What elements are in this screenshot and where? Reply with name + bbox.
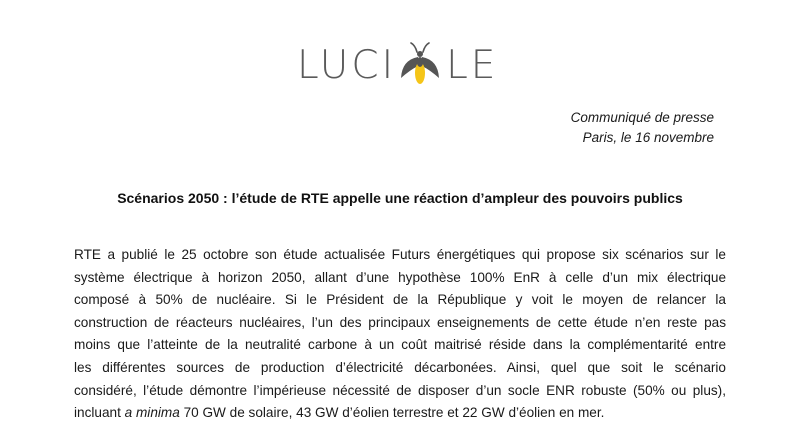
body-line-last: incluant a minima 70 GW de solaire, 43 GW d’éolien terrestre et 22 GW d’éolien en mer. xyxy=(74,405,605,421)
logo xyxy=(0,36,800,96)
body-line: moins que l’atteinte de la neutralité carbone à un coût maitrisé réside dans la complémentarité entre xyxy=(74,337,726,353)
body-line: RTE a publié le 25 octobre son étude actualisée Futurs énergétiques qui propose six scénarios sur le xyxy=(74,247,726,262)
logo-text-left: LUCI xyxy=(297,43,397,88)
body-line: construction de réacteurs nucléaires, l’un des principaux enseignements de cette étude n’en reste pas xyxy=(74,314,726,330)
place-date: Paris, le 16 novembre xyxy=(582,130,714,145)
body-line: les différentes sources de production d’électricité décarbonées. Ainsi, quel que soit le scénario xyxy=(74,359,726,375)
headline: Scénarios 2050 : l’étude de RTE appelle une réaction d’ampleur des pouvoirs publics xyxy=(117,190,683,206)
dateline xyxy=(571,108,714,148)
logo-text-right: LE xyxy=(446,43,499,88)
body-line: considéré, l’étude démontre l’impérieuse nécessité de disposer d’un socle ENR robuste (50% ou plus), xyxy=(74,382,726,398)
body-paragraph xyxy=(74,244,726,425)
firefly-icon xyxy=(398,40,442,92)
body-line: composé à 50% de nucléaire. Si le Président de la République y voit le moyen de relancer la xyxy=(74,292,726,308)
italic-phrase: a minima xyxy=(124,405,180,421)
press-release-label: Communiqué de presse xyxy=(570,110,714,125)
body-line: système électrique à horizon 2050, allant d’une hypothèse 100% EnR à celle d’un mix électrique xyxy=(74,269,726,285)
